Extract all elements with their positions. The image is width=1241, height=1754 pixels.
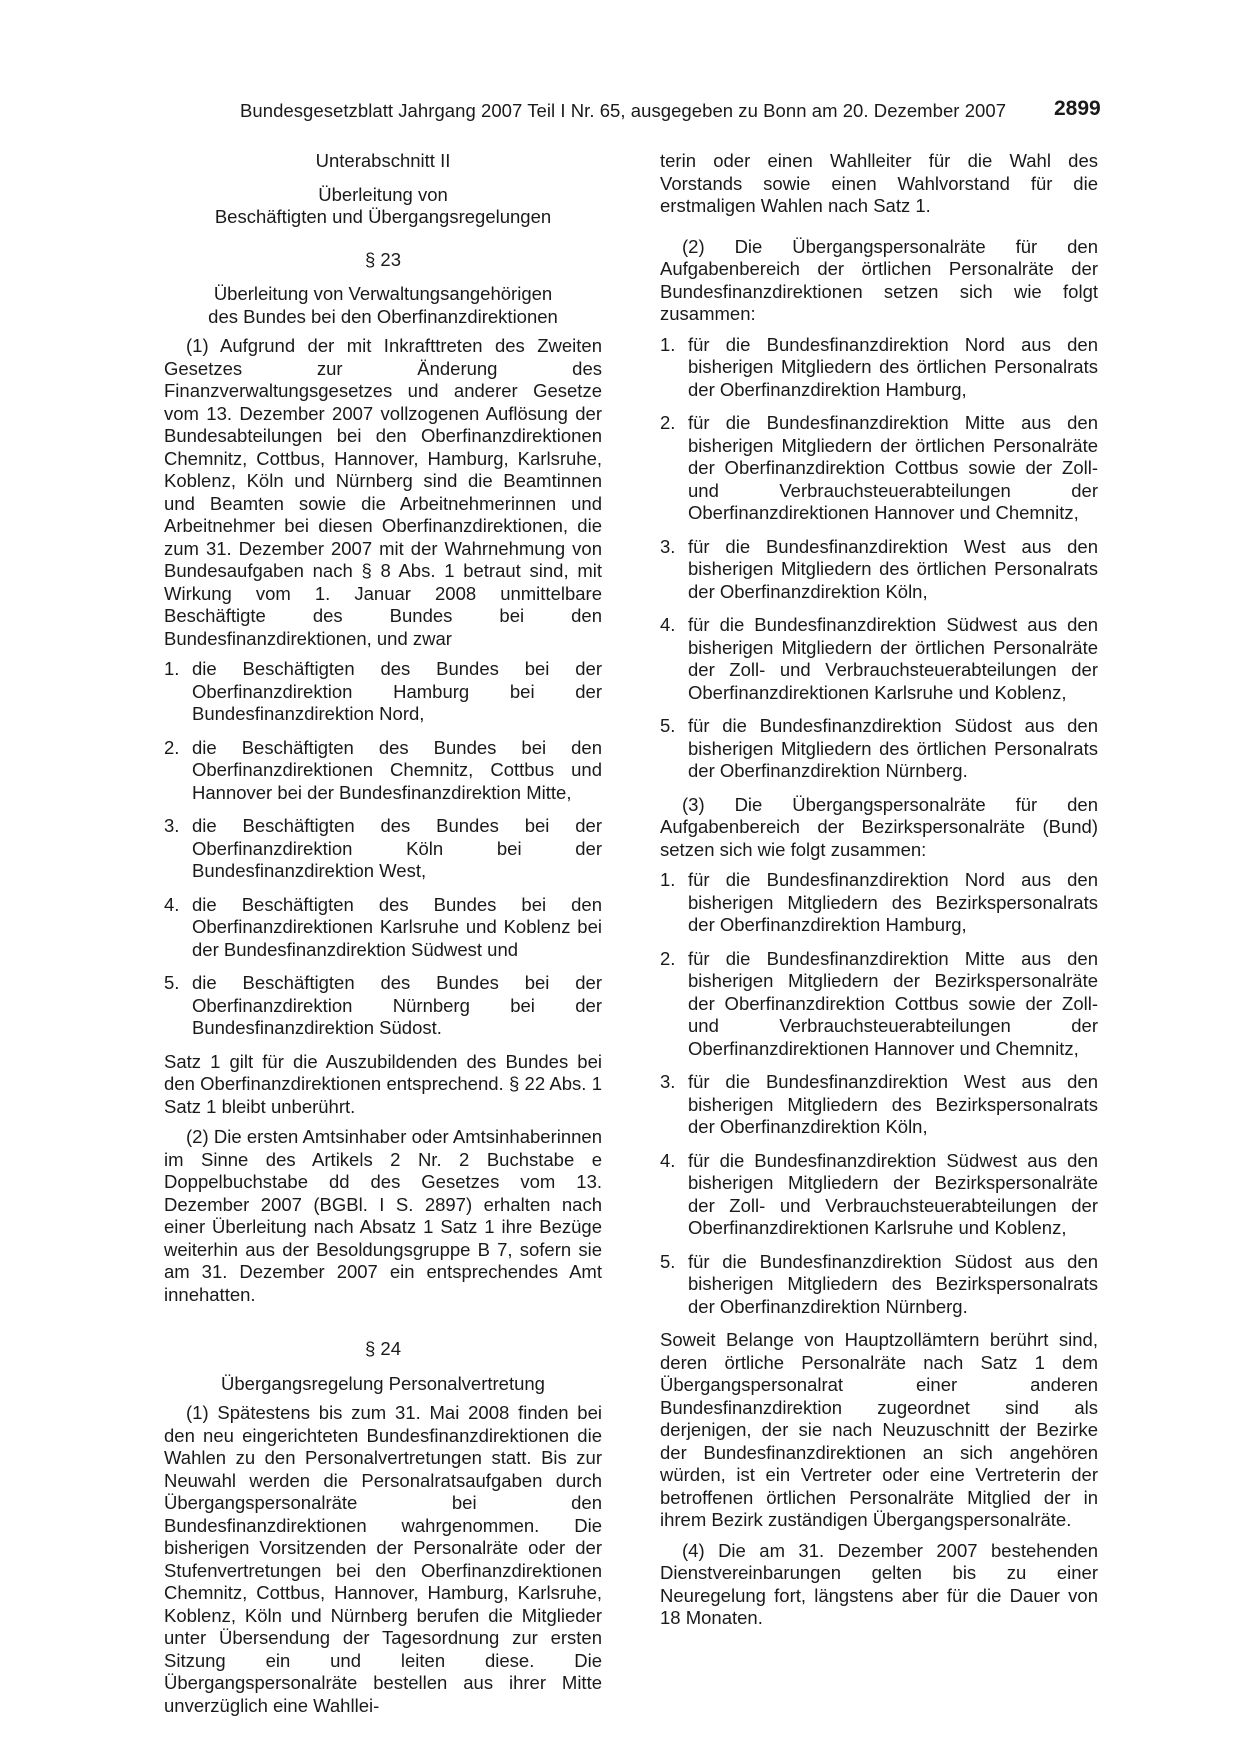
running-header: [0, 97, 1241, 128]
list-item-text: die Beschäftigten des Bundes bei der Oberfinanzdirektion Köln bei der Bundesfinanzdirektion West,: [192, 815, 602, 881]
list-item-text: für die Bundesfinanzdirektion Südwest aus den bisherigen Mitgliedern der Bezirkspersonalräte der Zoll- und Verbrauchsteuerabteilungen der Oberfinanzdirektionen Karlsruhe und Koblenz,: [688, 1149, 1098, 1238]
section-23-title: [164, 283, 602, 328]
list-item: [660, 948, 1098, 1061]
list-item-text: für die Bundesfinanzdirektion Südost aus den bisherigen Mitgliedern des örtlichen Personalrats der Oberfinanzdirektion Nürnberg.: [688, 715, 1098, 781]
list-item: [660, 536, 1098, 604]
list-item-text: für die Bundesfinanzdirektion Nord aus den bisherigen Mitgliedern des Bezirkspersonalrats der Oberfinanzdirektion Hamburg,: [688, 869, 1098, 935]
running-title: Bundesgesetzblatt Jahrgang 2007 Teil I Nr. 65, ausgegeben zu Bonn am 20. Dezember 2007: [240, 100, 1007, 121]
section-23-abs2: (2) Die ersten Amtsinhaber oder Amtsinhaberinnen im Sinne des Artikels 2 Nr. 2 Buchstabe e Doppelbuchstabe dd des Gesetzes vom 13. Dezember 2007 (BGBl. I S. 2897) erhalten nach einer Überleitung nach Absatz 1 Satz 1 ihre Bezüge weiterhin aus der Besoldungsgruppe B 7, sofern sie am 31. Dezember 2007 ein entsprechendes Amt innehatten.: [164, 1126, 602, 1305]
section-23-abs1-list: [164, 658, 602, 1040]
list-item-text: die Beschäftigten des Bundes bei der Oberfinanzdirektion Nürnberg bei der Bundesfinanzdirektion Südost.: [192, 972, 602, 1038]
section-23-abs1-intro: (1) Aufgrund der mit Inkrafttreten des Zweiten Gesetzes zur Änderung des Finanzverwaltungsgesetzes und anderer Gesetze vom 13. Dezember 2007 vollzogenen Auflösung der Bundesabteilungen bei den Oberfinanzdirektionen Chemnitz, Cottbus, Hannover, Hamburg, Karlsruhe, Koblenz, Köln und Nürnberg sind die Beamtinnen und Beamten sowie die Arbeitnehmerinnen und Arbeitnehmer bei diesen Oberfinanzdirektionen, die zum 31. Dezember 2007 mit der Wahrnehmung von Bundesaufgaben nach § 8 Abs. 1 betraut sind, mit Wirkung vom 1. Januar 2008 unmittelbare Beschäftigte des Bundes bei den Bundesfinanzdirektionen, und zwar: [164, 335, 602, 649]
list-item: [660, 715, 1098, 783]
list-item: [164, 894, 602, 962]
subsection-heading-line-1: Überleitung von: [318, 183, 448, 205]
section-24-title: Übergangsregelung Personalvertretung: [221, 1372, 545, 1394]
list-item: [660, 869, 1098, 937]
list-item-number: 4.: [660, 1149, 676, 1171]
list-item-text: die Beschäftigten des Bundes bei der Oberfinanzdirektion Hamburg bei der Bundesfinanzdirektion Nord,: [192, 658, 602, 724]
section-24-abs4: (4) Die am 31. Dezember 2007 bestehenden Dienstvereinbarungen gelten bis zu einer Neuregelung fort, längstens aber für die Dauer von 18 Monaten.: [660, 1539, 1098, 1628]
list-item: [164, 658, 602, 726]
list-item-number: 1.: [660, 869, 676, 890]
list-item: [660, 1251, 1098, 1319]
section-23-title-line-2: des Bundes bei den Oberfinanzdirektionen: [208, 305, 558, 327]
list-item-text: für die Bundesfinanzdirektion West aus den bisherigen Mitgliedern des örtlichen Personalrats der Oberfinanzdirektion Köln,: [688, 535, 1098, 602]
list-item: [660, 1071, 1098, 1139]
list-item-number: 2.: [660, 947, 676, 969]
section-24-abs2-list: [660, 334, 1098, 783]
list-item: [660, 334, 1098, 402]
list-item-text: für die Bundesfinanzdirektion West aus den bisherigen Mitgliedern des Bezirkspersonalrats der Oberfinanzdirektion Köln,: [688, 1071, 1098, 1137]
section-24-abs3-intro: (3) Die Übergangspersonalräte für den Aufgabenbereich der Bezirkspersonalräte (Bund) setzen sich wie folgt zusammen:: [660, 793, 1098, 860]
list-item-number: 2.: [660, 412, 676, 433]
section-24-abs2-intro: (2) Die Übergangspersonalräte für den Aufgabenbereich der örtlichen Personalräte der Bundesfinanzdirektionen setzen sich wie folgt zusammen:: [660, 235, 1098, 324]
subsection-title: Unterabschnitt II: [315, 150, 451, 171]
list-item-number: 1.: [164, 658, 180, 679]
section-23-abs1-satz: Satz 1 gilt für die Auszubildenden des Bundes bei den Oberfinanzdirektionen entsprechend. § 22 Abs. 1 Satz 1 bleibt unberührt.: [164, 1050, 602, 1117]
section-24-number: § 24: [364, 1338, 401, 1359]
list-item-number: 3.: [164, 815, 180, 836]
section-spacer: [164, 1314, 602, 1338]
list-item-number: 5.: [660, 1250, 676, 1272]
list-item-text: für die Bundesfinanzdirektion Südost aus den bisherigen Mitgliedern des Bezirkspersonalrats der Oberfinanzdirektion Nürnberg.: [688, 1250, 1098, 1317]
list-item: [660, 412, 1098, 525]
list-item-number: 3.: [660, 535, 676, 557]
list-item-text: für die Bundesfinanzdirektion Mitte aus den bisherigen Mitgliedern der Bezirkspersonalräte der Oberfinanzdirektion Cottbus sowie der Zoll- und Verbrauchsteuerabteilungen der Oberfinanzdirektionen Hannover und Chemnitz,: [688, 947, 1098, 1059]
list-item: [164, 815, 602, 883]
list-item-number: 3.: [660, 1071, 676, 1092]
left-column: [164, 150, 602, 1725]
list-item: [164, 737, 602, 805]
list-item: [660, 614, 1098, 704]
list-item-number: 1.: [660, 333, 676, 355]
list-item-number: 2.: [164, 736, 180, 758]
list-item-number: 4.: [660, 614, 676, 635]
subsection-heading-line-2: Beschäftigten und Übergangsregelungen: [214, 206, 552, 227]
list-item: [660, 1150, 1098, 1240]
page-number: 2899: [1054, 97, 1101, 120]
list-item-text: die Beschäftigten des Bundes bei den Oberfinanzdirektionen Chemnitz, Cottbus und Hannover bei der Bundesfinanzdirektion Mitte,: [192, 736, 602, 803]
section-24-abs1-continued: terin oder einen Wahlleiter für die Wahl des Vorstands sowie einen Wahlvorstand für die erstmaligen Wahlen nach Satz 1.: [660, 150, 1098, 216]
subsection-heading: [164, 184, 602, 229]
list-item-text: für die Bundesfinanzdirektion Mitte aus den bisherigen Mitgliedern der örtlichen Personalräte der Oberfinanzdirektion Cottbus sowie der Zoll- und Verbrauchsteuerabteilungen der Oberfinanzdirektionen Hannover und Chemnitz,: [688, 412, 1098, 523]
section-24-abs3-list: [660, 869, 1098, 1318]
list-item-number: 5.: [164, 972, 180, 993]
list-item: [164, 972, 602, 1040]
section-23-title-line-1: Überleitung von Verwaltungsangehörigen: [213, 283, 553, 304]
list-item-text: die Beschäftigten des Bundes bei den Oberfinanzdirektionen Karlsruhe und Koblenz bei der Bundesfinanzdirektion Südwest und: [192, 893, 602, 960]
section-23-number: § 23: [364, 248, 401, 270]
list-item-number: 5.: [660, 715, 676, 736]
paragraph-gap: [660, 226, 1098, 236]
list-item-text: für die Bundesfinanzdirektion Nord aus den bisherigen Mitgliedern des örtlichen Personalrats der Oberfinanzdirektion Hamburg,: [688, 333, 1098, 400]
section-24-abs3-satz: Soweit Belange von Hauptzollämtern berührt sind, deren örtliche Personalräte nach Satz 1 dem Übergangspersonalrat einer anderen Bundesfinanzdirektion zugeordnet sind als derjenigen, der sie nach Neuzuschnitt der Bezirke der Bundesfinanzdirektionen an sich angehören würden, ist ein Vertreter oder eine Vertreterin der betroffenen örtlichen Personalräte Mitglied der in ihrem Bezirk zuständigen Übergangspersonalräte.: [660, 1329, 1098, 1530]
right-column: [660, 150, 1098, 1638]
section-24-abs1: (1) Spätestens bis zum 31. Mai 2008 finden bei den neu eingerichteten Bundesfinanzdirektionen die Wahlen zu den Personalvertretungen statt. Bis zur Neuwahl werden die Personalratsaufgaben durch Übergangspersonalräte bei den Bundesfinanzdirektionen wahrgenommen. Die bisherigen Vorsitzenden der Personalräte oder der Stufenvertretungen bei den Oberfinanzdirektionen Chemnitz, Cottbus, Hannover, Hamburg, Karlsruhe, Koblenz, Köln und Nürnberg berufen die Mitglieder unter Übersendung der Tagesordnung zur ersten Sitzung ein und leiten diese. Die Übergangspersonalräte bestellen aus ihrer Mitte unverzüglich eine Wahllei-: [164, 1402, 602, 1716]
list-item-text: für die Bundesfinanzdirektion Südwest aus den bisherigen Mitgliedern der örtlichen Personalräte der Zoll- und Verbrauchsteuerabteilungen der Oberfinanzdirektionen Karlsruhe und Koblenz,: [688, 614, 1098, 703]
list-item-number: 4.: [164, 893, 180, 915]
